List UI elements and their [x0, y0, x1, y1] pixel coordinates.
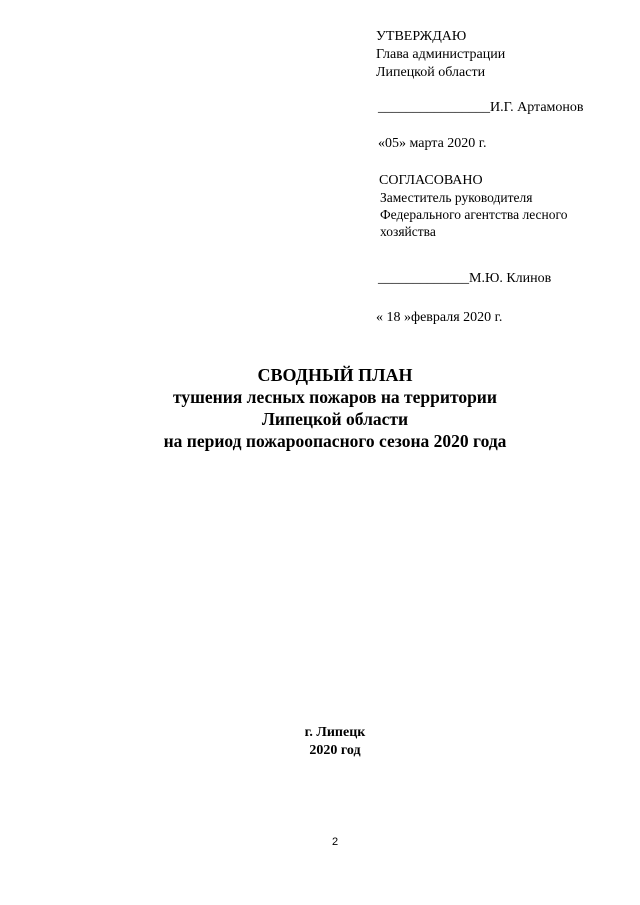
agreement-block — [378, 172, 567, 240]
page-number: 2 — [331, 836, 339, 848]
approval-date: «05» марта 2020 г. — [378, 136, 487, 151]
agreement-position-line3: хозяйства — [380, 224, 436, 239]
agreement-position-line2: Федерального агентства лесного — [380, 207, 568, 222]
approval-position-line2: Липецкой области — [376, 65, 486, 80]
title-line2: тушения лесных пожаров на территории — [173, 387, 497, 407]
title-line1: СВОДНЫЙ ПЛАН — [257, 365, 413, 385]
approval-signature: ________________И.Г. Артамонов — [378, 100, 584, 115]
approval-position-line1: Глава администрации — [376, 47, 506, 62]
place-and-year — [200, 724, 470, 760]
city: г. Липецк — [304, 725, 366, 740]
title-line3: Липецкой области — [261, 409, 409, 429]
agreement-signature: _____________М.Ю. Клинов — [378, 271, 552, 286]
document-title — [80, 364, 590, 452]
agreement-position-line1: Заместитель руководителя — [380, 190, 533, 205]
agreement-heading: СОГЛАСОВАНО — [379, 173, 483, 188]
title-line4: на период пожароопасного сезона 2020 года — [163, 431, 507, 451]
agreement-date: « 18 »февраля 2020 г. — [376, 310, 503, 325]
approval-heading: УТВЕРЖДАЮ — [376, 29, 467, 44]
year: 2020 год — [309, 743, 361, 758]
approval-block — [376, 28, 505, 82]
